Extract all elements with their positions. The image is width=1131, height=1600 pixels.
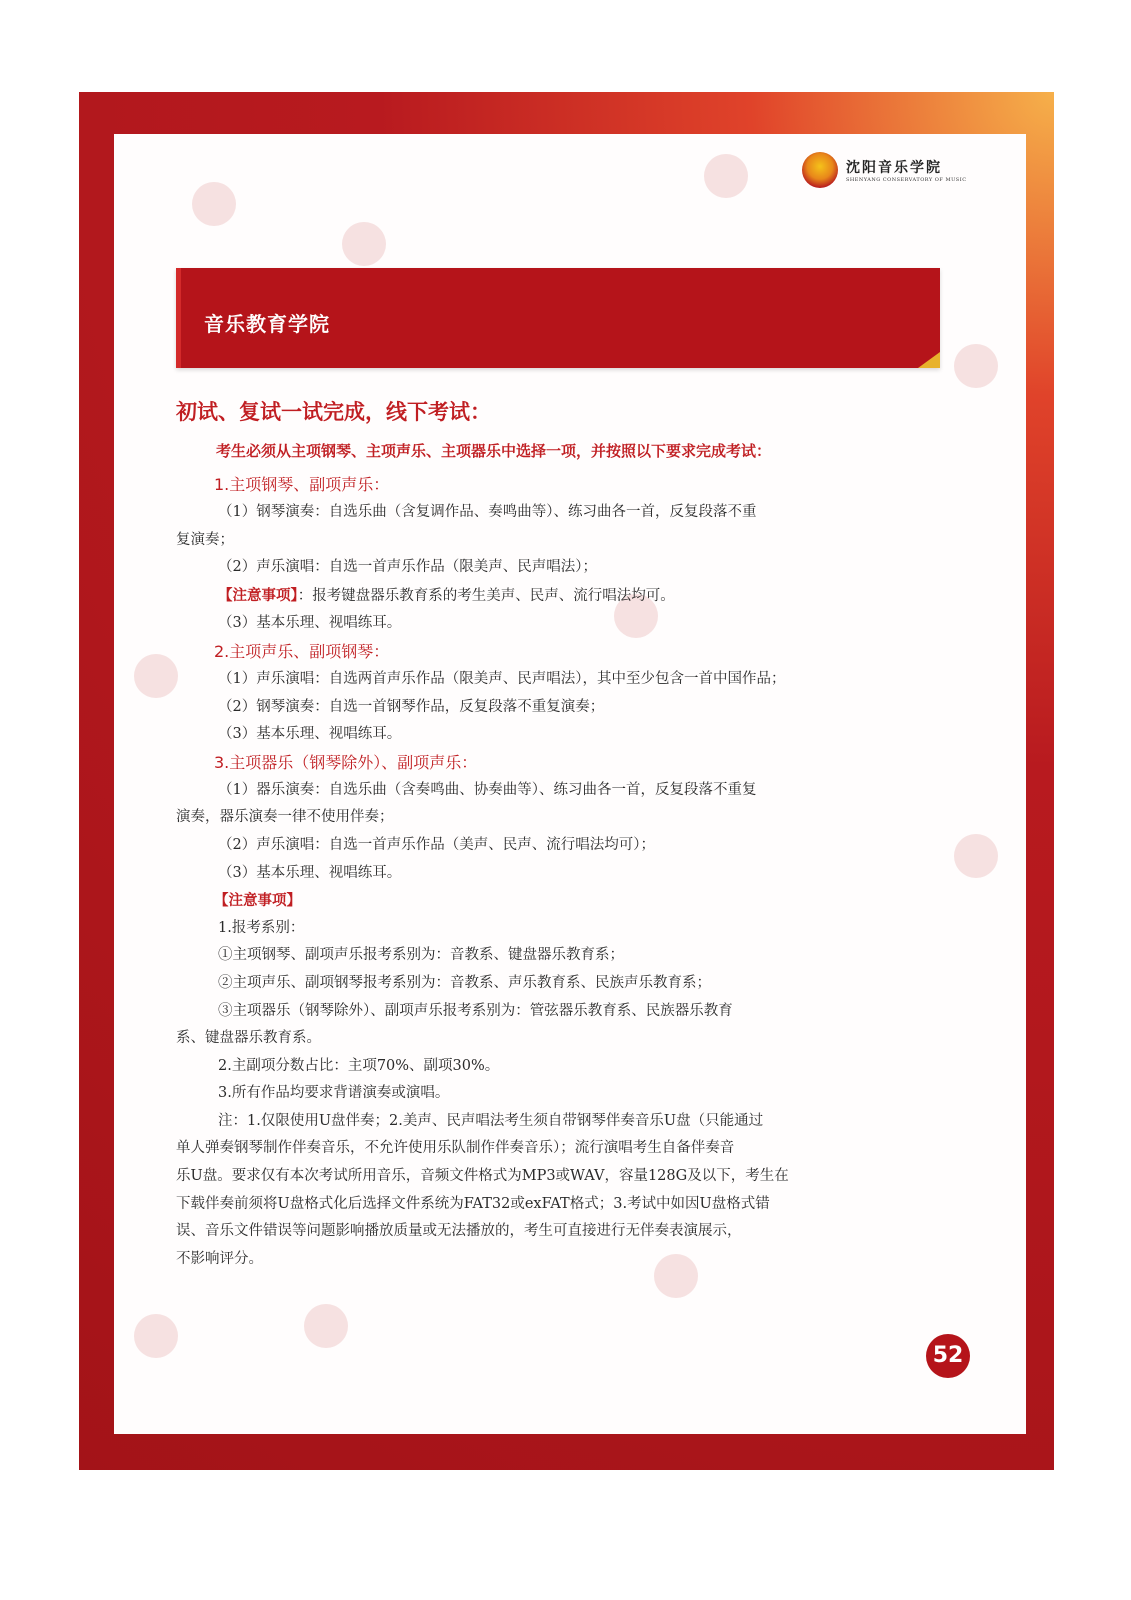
remark-line: 乐U盘。要求仅有本次考试所用音乐，音频文件格式为MP3或WAV，容量128G及以下，考生在 [176,1168,789,1185]
section1-item1-cont: 复演奏； [176,531,234,548]
section1-item2: （2）声乐演唱：自选一首声乐作品（限美声、民声唱法）； [218,559,597,576]
notes-item2: 2.主副项分数占比：主项70%、副项30%。 [218,1057,500,1074]
section-title: 音乐教育学院 [204,312,330,336]
note-label: 【注意事项】 [218,586,298,604]
watermark-seal [342,222,386,266]
notes-item1-2: ②主项声乐、副项钢琴报考系别为：音教系、声乐教育系、民族声乐教育系； [218,974,711,991]
section2-item1: （1）声乐演唱：自选两首声乐作品（限美声、民声唱法），其中至少包含一首中国作品； [218,670,786,687]
notes-item1-3: ③主项器乐（钢琴除外）、副项声乐报考系别为：管弦器乐教育系、民族器乐教育 [218,1002,733,1019]
section3-item2: （2）声乐演唱：自选一首声乐作品（美声、民声、流行唱法均可）； [218,836,655,853]
section1-title: 1.主项钢琴、副项声乐： [214,475,390,494]
note-text: ：报考键盘器乐教育系的考生美声、民声、流行唱法均可。 [297,587,675,604]
notes-item1: 1.报考系别： [218,919,305,936]
watermark-seal [192,182,236,226]
section2-title: 2.主项声乐、副项钢琴： [214,641,390,661]
section3-item1: （1）器乐演奏：自选乐曲（含奏鸣曲、协奏曲等）、练习曲各一首，反复段落不重复 [218,781,757,798]
section3-item1-cont: 演奏，器乐演奏一律不使用伴奏； [176,809,394,826]
remark-line: 误、音乐文件错误等问题影响播放质量或无法播放的，考生可直接进行无伴奏表演展示， [176,1223,742,1240]
section3-item3: （3）基本乐理、视唱练耳。 [218,864,402,881]
section1-note [176,582,940,611]
school-emblem-icon [802,152,838,188]
section3-title: 3.主项器乐（钢琴除外）、副项声乐： [214,752,478,772]
school-name-cn: 沈阳音乐学院 [846,160,942,176]
notes-item1-3-cont: 系、键盘器乐教育系。 [176,1030,321,1047]
document-page [114,134,1026,1434]
watermark-seal [954,834,998,878]
remark-line: 单人弹奏钢琴制作伴奏音乐，不允许使用乐队制作伴奏音乐）；流行演唱考生自备伴奏音 [176,1140,735,1157]
watermark-seal [134,1314,178,1358]
notes-item1-1: ①主项钢琴、副项声乐报考系别为：音教系、键盘器乐教育系； [218,947,624,964]
watermark-seal [954,344,998,388]
school-name-en: SHENYANG CONSERVATORY OF MUSIC [846,177,967,183]
page-heading: 初试、复试一试完成，线下考试： [176,400,491,424]
banner-corner-decoration [918,352,940,368]
remark-line: 注：1.仅限使用U盘伴奏；2.美声、民声唱法考生须自带钢琴伴奏音乐U盘（只能通过 [218,1112,764,1129]
school-logo [802,152,967,188]
content [176,396,940,1273]
section1-item3: （3）基本乐理、视唱练耳。 [218,615,402,632]
section2-item3: （3）基本乐理、视唱练耳。 [218,726,402,743]
page-number: 52 [926,1334,970,1378]
section2-item2: （2）钢琴演奏：自选一首钢琴作品，反复段落不重复演奏； [218,698,605,715]
notes-heading: 【注意事项】 [214,892,301,910]
remark-line: 下载伴奏前须将U盘格式化后选择文件系统为FAT32或exFAT格式；3.考试中如因U盘格式错 [176,1195,770,1212]
section1-item1: （1）钢琴演奏：自选乐曲（含复调作品、奏鸣曲等）、练习曲各一首，反复段落不重 [218,504,757,520]
watermark-seal [134,654,178,698]
section-banner [176,268,940,368]
lead-paragraph: 考生必须从主项钢琴、主项声乐、主项器乐中选择一项，并按照以下要求完成考试： [216,442,772,460]
watermark-seal [304,1304,348,1348]
notes-item3: 3.所有作品均要求背谱演奏或演唱。 [218,1085,450,1102]
watermark-seal [704,154,748,198]
remark-line: 不影响评分。 [176,1250,263,1267]
